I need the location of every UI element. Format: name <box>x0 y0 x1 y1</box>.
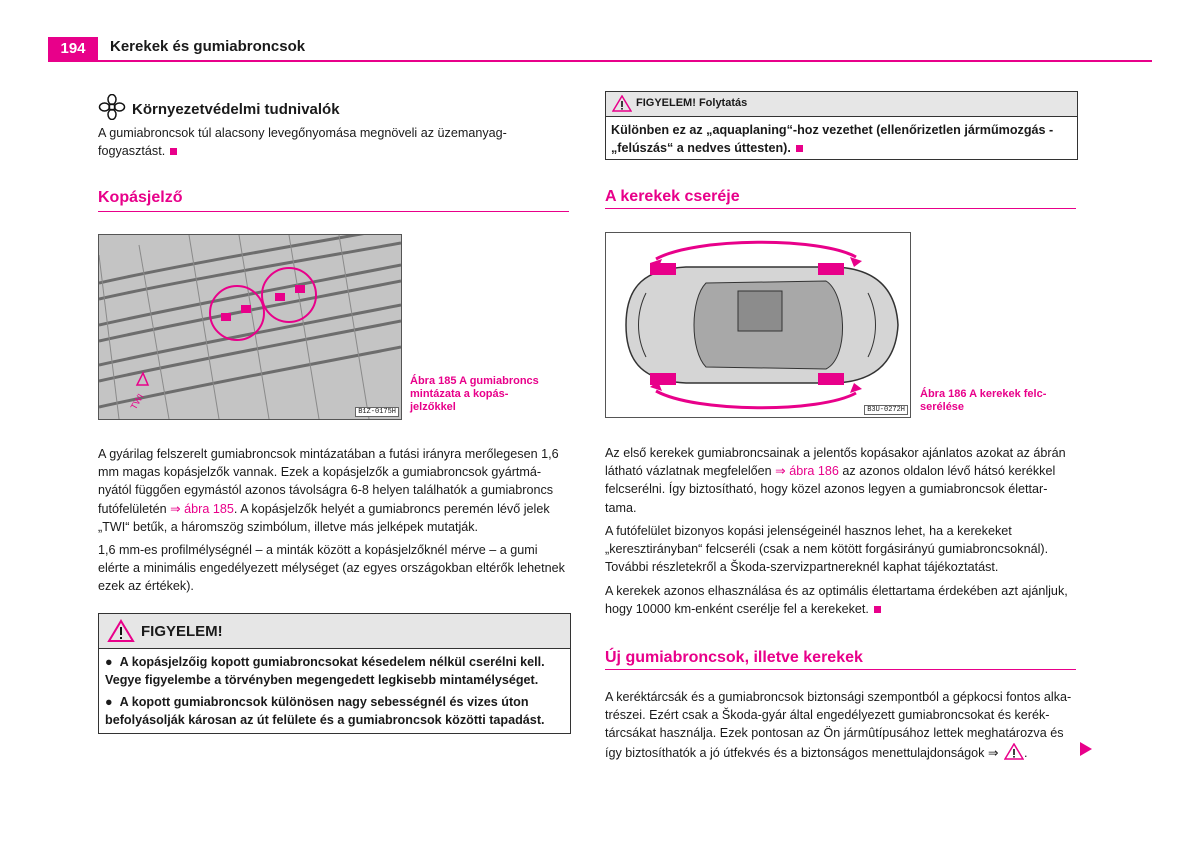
warning-reference-icon[interactable] <box>1004 743 1024 765</box>
section-rule <box>98 211 569 212</box>
wear-indicator-paragraph-1: A gyárilag felszerelt gumiabroncsok mintázatában a futási irányra merőlegesen 1,6 mm magas kopásjelzők vannak. Ezek a kopásjelzők a gumiabroncsok gyártmá- nyától függően egymástól azonos távolságra 6-8 helyen találhatók a gumiabroncs futófelületén ⇒ ábra 185. A kopásjelzők helyét a gumiabroncs peremén lévő jelek „TWI“ betűk, a háromszög szimbólum, illetve más jelképek mutatják. <box>98 447 559 534</box>
wear-indicator-paragraph-2: 1,6 mm-es profilmélységnél – a minták között a kopásjelzőknél mérve – a gumi elérte a minimális engedélyezett mélységet (az egyes országokban eltérők lehetnek ezek az értékek). <box>98 543 565 594</box>
bullet: ● <box>105 655 120 669</box>
end-marker <box>796 145 803 152</box>
end-marker <box>170 148 177 155</box>
figure-link-186[interactable]: ⇒ ábra 186 <box>775 464 839 479</box>
warning-continued-title: FIGYELEM! Folytatás <box>636 97 748 109</box>
section-title-wear-indicator: Kopásjelző <box>98 189 183 206</box>
wheel-rotation-paragraph-1: Az első kerekek gumiabroncsainak a jelentős kopásakor ajánlatos azokat az ábrán látható vázlatnak megfelelően ⇒ ábra 186 az azonos oldalon lévő hátsó kerékkel felcserélni. Így biztosítható, hogy közel azonos legyen a gumiabroncsok élettar- tama. <box>605 446 1066 515</box>
figure-caption-185: Ábra 185 A gumiabroncs mintázata a kopás- jelzőkkel <box>410 375 539 413</box>
section-title-new-tires: Új gumiabroncsok, illetve kerekek <box>605 649 863 666</box>
wheel-rotation-paragraph-2: A futófelület bizonyos kopási jelenségeinél hasznos lehet, ha a kerekeket „keresztirányban“ felcseréli (csak a nem kötött forgásirányú gumiabroncsoknál). További részletekről a Škoda-szervizpartnereknél kaphat tájékoztatást. <box>605 524 1049 575</box>
env-note-title: Környezetvédelmi tudnivalók <box>132 101 340 118</box>
warning-icon <box>107 619 135 648</box>
tire-tread-figure <box>98 234 402 420</box>
warning-box: FIGYELEM! ● A kopásjelzőig kopott gumiabroncsokat késedelem nélkül cserélni kell. Vegye figyelembe a törvényben megengedett legkisebb mintamélységet. ● A kopott gumiabroncsok különösen nagy sebességnél és vizes úton befolyásolják károsan az út felülete és a gumiabroncsok közötti tapadást. <box>98 613 571 734</box>
wheel-rotation-paragraph-3: A kerekek azonos elhasználása és az optimális élettartama érdekében azt ajánljuk, hogy 10000 km-enként cserélje fel a kerekeket. <box>605 584 1068 617</box>
warning-continued-box: FIGYELEM! Folytatás Különben ez az „aquaplaning“-hoz vezethet (ellenőrizetlen járműmozgás - „felúszás“ a nedves úttesten). <box>605 91 1078 160</box>
flower-icon <box>98 94 126 125</box>
section-title-wheel-rotation: A kerekek cseréje <box>605 188 740 205</box>
continue-arrow-icon[interactable] <box>1080 742 1092 761</box>
figure-code: B3U-0272H <box>864 405 908 415</box>
header-rule <box>48 60 1152 62</box>
end-marker <box>874 606 881 613</box>
chapter-title: Kerekek és gumiabroncsok <box>110 38 306 55</box>
warning-header <box>99 614 570 649</box>
warning-icon <box>612 95 632 117</box>
section-rule <box>605 208 1076 209</box>
figure-link-185[interactable]: ⇒ ábra 185 <box>170 501 234 516</box>
env-note-text: A gumiabroncsok túl alacsony levegőnyomása megnöveli az üzemanyag- fogyasztást. <box>98 126 507 159</box>
svg-text:TWI: TWI <box>128 391 146 412</box>
warning-title: FIGYELEM! <box>141 623 223 640</box>
section-rule <box>605 669 1076 670</box>
page-number: 194 <box>48 37 98 61</box>
bullet: ● <box>105 695 120 709</box>
wheel-rotation-figure <box>605 232 911 418</box>
figure-code: B1Z-0175H <box>355 407 399 417</box>
new-tires-paragraph: A keréktárcsák és a gumiabroncsok biztonsági szempontból a gépkocsi fontos alka- trészei. Ezért csak a Škoda-gyár által engedélyezett gumiabroncsokat és kerék- tárcsákat használja. Ezek pontosan az Ön jármûtípusához lettek meghatározva és így biztosíthatók a jó útfekvés és a biztonságos menettulajdonságok ⇒ . <box>605 688 1071 765</box>
figure-caption-186: Ábra 186 A kerekek felc- serélése <box>920 388 1047 413</box>
